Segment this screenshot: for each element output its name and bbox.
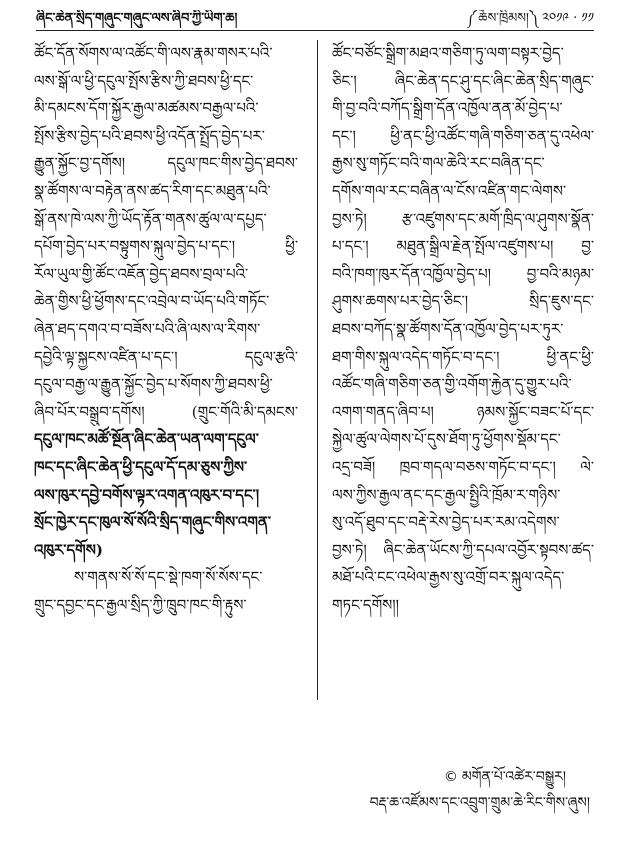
text-line: པ་དང་། མཐུན་སྒྲིལ་རྗེན་སྤོལ་འཛུགས་པ། བྱ་ [332,237,594,256]
text-line: ཞིབ་པོར་བསྒྲུབ་དགོས། (གྲུང་གོའི་མི་དམངས་ [34,402,298,421]
text-line: འདྲ་བཟོ། ཁྲབ་གདལ་བཅས་གཏོང་བ་དང་། ལེ་ [332,457,594,476]
text-line: མཐོ་པའི་ངང་འཕེལ་རྒྱས་སུ་འགྲོ་བར་སྐུལ་འདེད་ [332,568,565,587]
translator-line [270,764,590,790]
translator-name: མགོན་པོ་འཚེར་བསྒྱུར། [461,769,566,785]
text-line-bold: ཁང་དང་ཞིང་ཆེན་ཕྱི་དངུལ་དོ་དམ་ཅུས་ཀྱིས་ [34,457,248,476]
paragraph-start-line: ས་གནས་སོ་སོ་དང་སྡེ་ཁག་སོ་སོས་དང་ [74,568,263,587]
text-line: བྱས་ཏེ། ཞིང་ཆེན་ཡོངས་ཀྱི་དཔལ་འབྱོར་སྟབས་ཚད་ [332,540,594,559]
text-line: ཚོང་བཙོང་སྒྲིག་མཐའ་གཅིག་ཏུ་ལག་བསྟར་བྱེད་ [332,44,564,62]
text-line: བའི་ཁག་ཁུར་དོན་འཁྱོལ་བྱེད་པ། བྱ་བའི་མཉམ་ [332,264,594,283]
issue-number: ༼ཆོས་ཁྲིམས།༽ ༢༠༡༩ · ༡༡ [466,11,594,26]
text-line: དཔོག་བྱེད་པར་བསྟུགས་སྐུལ་བྱེད་པ་དང་། ཕྱི་ [34,237,298,256]
text-line: དབྱེའི་ལྟ་སྐྱངས་འཛིན་པ་དང་། དངུལ་རྩའི་ [34,347,298,366]
text-line: སུ་འདོ་ཐུབ་དང་བརྡེ་རེས་བྱེད་པར་རམ་འདེགས་ [332,513,560,532]
text-line: རྒྱུན་སྐྱོང་བྱ་དགོས། དངུལ་ཁང་གིས་བྱེད་ཐབས་ [34,154,298,173]
running-title: ཞིང་ཆེན་སྲིད་གཞུང་གཞུང་ལས་ཞིབ་ཀྱི་ཡིག་ཆ། [36,11,238,26]
text-line: གཏང་དགོས།། [332,595,399,614]
text-line: དགོས་གལ་རང་བཞིན་ལ་ངོས་འཛིན་གང་ལེགས་ [332,181,567,200]
text-line: ཞེན་ཐད་དགའ་བ་བཟོས་པའི་ཞི་ལས་ལ་རིགས་ [34,319,261,338]
text-line: ཆེན་གྱིས་ཕྱི་ཕྱོགས་དང་འབྲེལ་བ་ཡོད་པའི་གཏོང་ [34,292,270,311]
text-line-bold: འཁུར་དགོས) [34,540,103,559]
text-line-bold: དངུལ་ཁང་མཚོ་སྔོན་ཞིང་ཆེན་ཡན་ལག་དངུལ་ [34,430,259,449]
text-line: འགག་གནད་ཞིབ་པ། ཉམས་སྐྱོང་བཟང་པོ་དང་ [332,402,594,421]
right-column [332,40,594,619]
text-line: བྱས་ཏེ། རྩ་འཛུགས་དང་མགོ་ཁྲིད་ལ་ཤུགས་སྣོན་ [332,209,594,228]
text-line: སྐྱེལ་ཚུལ་ལེགས་པོ་དུས་ཐོག་ཏུ་ཕྱོགས་སྡོམ་དང་ [332,430,561,449]
page-header [36,8,594,31]
text-line: ཅིང་། ཞིང་ཆེན་དང་ཤུ་དང་ཞིང་ཆེན་སྲིད་གཞུང་ [332,71,594,90]
left-column [34,40,298,619]
proofreader-note: བརྡ་ཆ་འཛོམས་དང་འབྲུག་གྲུམ་ཆེ་རིང་གིས་ཞུས། [369,795,590,811]
text-line: སྣ་ཚོགས་ལ་བརྟེན་ནས་ཚད་རིག་དང་མཐུན་པའི་ [34,181,271,200]
copyright-icon: © [443,769,458,785]
text-line: ཤུགས་ཆགས་པར་བྱེད་ཅིང་། སྲིད་ཇུས་དང་ [332,292,594,311]
text-line: རྒྱས་སུ་གཏོང་བའི་གལ་ཆེའི་རང་བཞིན་དང་ [332,154,545,173]
text-line: འཚོང་གཞི་གཅིག་ཅན་གྱི་འགོག་རྐྱེན་དུ་གྱུར་པའི་ [332,375,572,394]
text-line: དངུལ་བརྒྱ་ལ་རྒྱུན་སྐྱོང་བྱེད་པ་སོགས་ཀྱི་ཐབས་ཕྱི་ [34,375,273,394]
text-line: ལས་སྒོ་ལ་ཕྱི་དངུལ་སྤོས་རྩིས་ཀྱི་ཐབས་ཕྱི་དང་ [34,71,254,90]
text-line: ཐག་གིས་སྐུལ་འདེད་གཏོང་བ་དང་། ཕྱི་ནང་ཕྱི་ [332,347,594,366]
text-line-bold: སྲོང་ཁྱེར་དང་ཁུལ་སོ་སོའི་སྲིད་གཞུང་གིས་འགན་ [34,513,272,532]
text-line: མི་དམངས་དོག་སྐྱོར་རྒྱལ་མཚམས་བརྒྱལ་པའི་ [34,99,259,118]
text-line: ཚོང་དོན་སོགས་ལ་འཚོང་གི་ལས་རྣམ་གསར་པའི་ [34,44,273,62]
text-line: སྒོ་ནས་ཁེ་ལས་ཀྱི་ཡོད་རྟོན་གནས་ཚུལ་ལ་དཔྱད་ [34,209,267,228]
column-divider [317,40,318,700]
text-line: སྤོས་རྩིས་བྱེད་པའི་ཐབས་ཕྱི་འདོན་སྤྲོད་བྱེད་པར་ [34,126,265,145]
text-line: གི་བྱ་བའི་བཀོད་སྒྲིག་དོན་འཁྱོལ་ནན་མོ་བྱེད་པ་ [332,99,563,118]
text-line: ལས་ཀྱིས་རྒྱལ་ནང་དང་རྒྱལ་སྤྱིའི་ཁྲོམ་ར་གཉིས་ [332,485,561,504]
credits-block [270,764,590,816]
text-line: ཐབས་བཀོད་སྣ་ཚོགས་དོན་འཁྱོལ་བྱེད་པར་ཏུར་ [332,319,564,338]
text-line: རོལ་ཡུལ་གྱི་ཚོང་འཇོན་བྱེད་ཐབས་བྲལ་པའི་ [34,264,249,283]
text-line-bold: ལས་ཁུར་དབྱེ་བགོས་ལྟར་འགན་འཁུར་བ་དང་། [34,485,260,504]
text-line: དང་། ཕྱི་ནང་ཕྱི་འཚོང་གཞི་གཅིག་ཅན་དུ་འཕེལ་ [332,126,594,145]
text-line: གྲུང་དབྱང་དང་རྒྱལ་སྲིད་ཀྱི་ཁྲུབ་ཁང་གི་རྟུས་ [34,595,247,614]
